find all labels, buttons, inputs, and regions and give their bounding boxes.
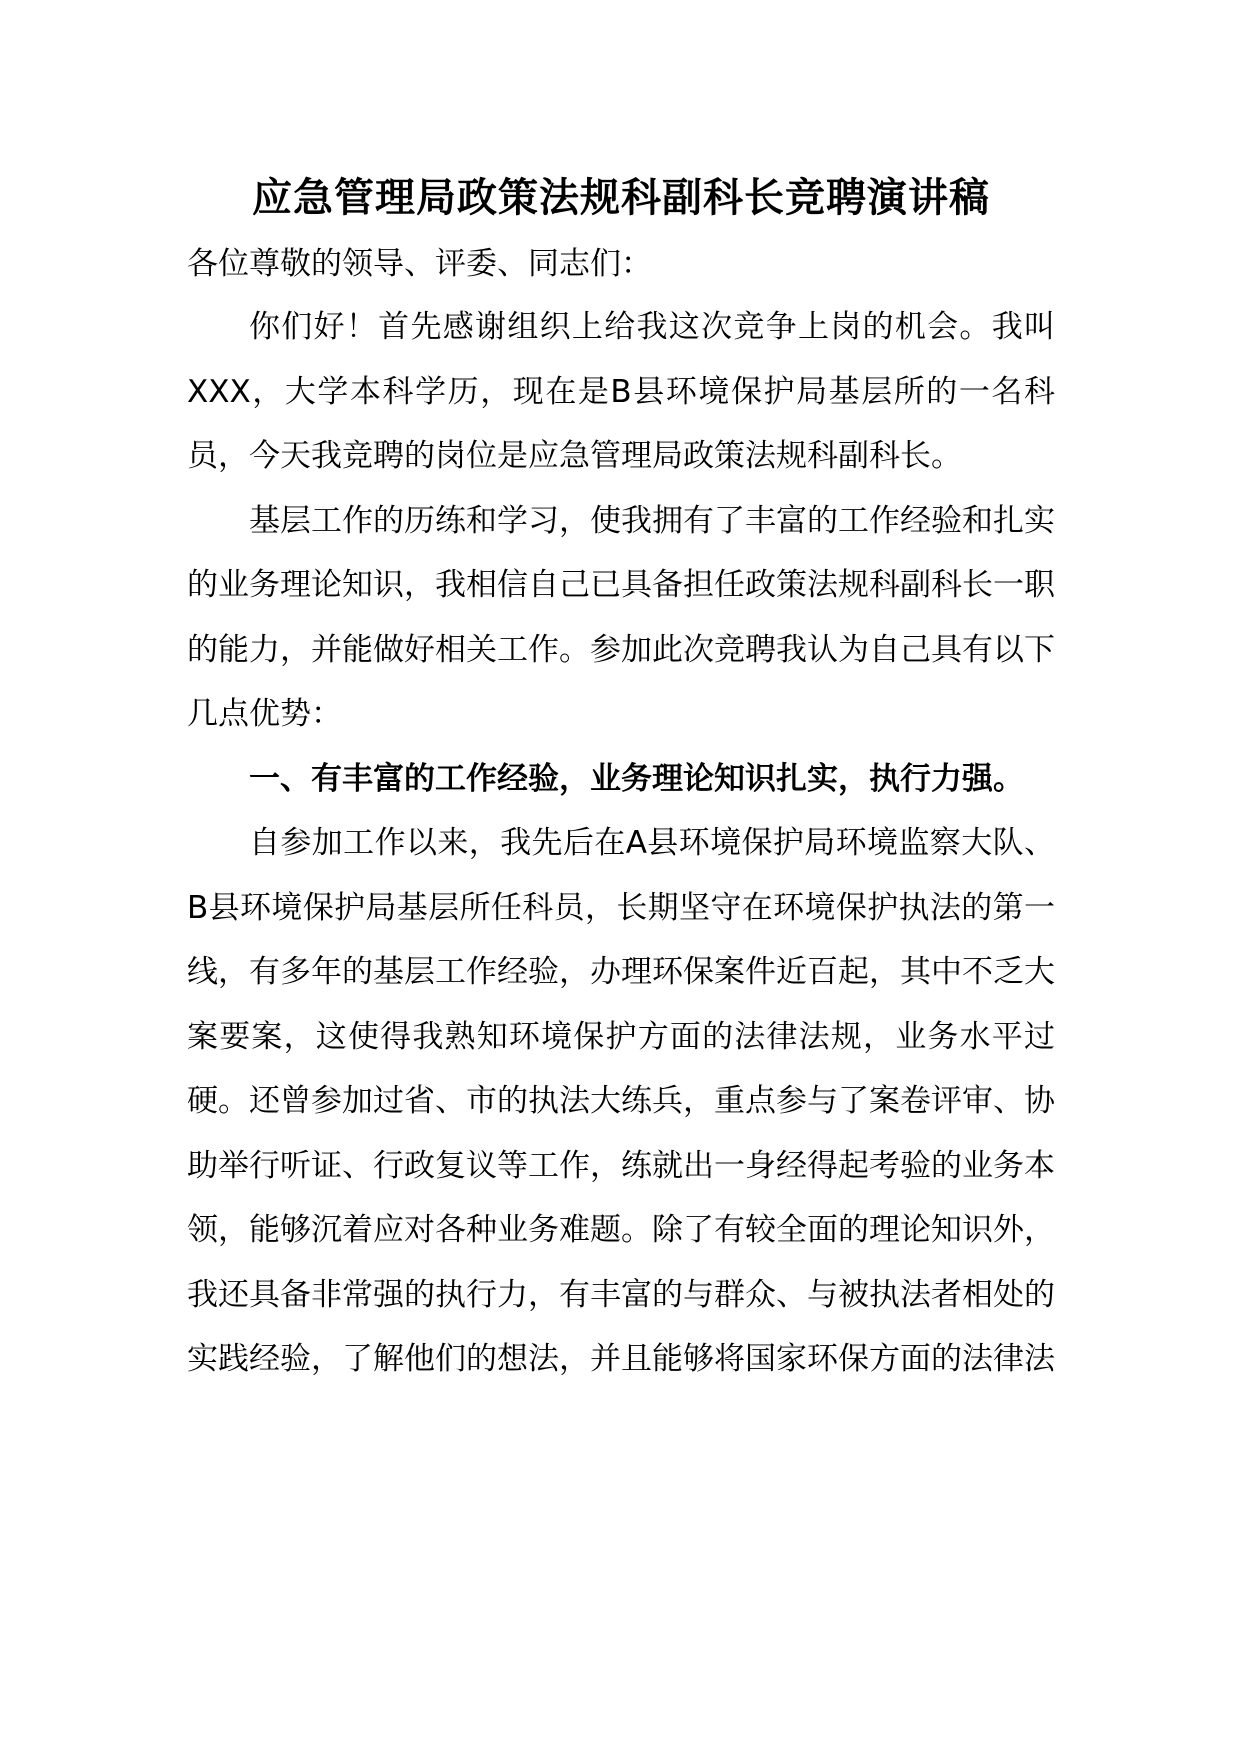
paragraph-experience: 自参加工作以来，我先后在A县环境保护局环境监察大队、B县环境保护局基层所任科员，长期坚守在环境保护执法的第一线，有多年的基层工作经验，办理环保案件近百起，其中不乏大案要案，这使得我熟知环境保护方面的法律法规，业务水平过硬。还曾参加过省、市的执法大练兵，重点参与了案卷评审、协助举行听证、行政复议等工作，练就出一身经得起考验的业务本领，能够沉着应对各种业务难题。除了有较全面的理论知识外，我还具备非常强的执行力，有丰富的与群众、与被执法者相处的实践经验，了解他们的想法，并且能够将国家环保方面的法律法 (187, 825, 1055, 1377)
document-title: 应急管理局政策法规科副科长竞聘演讲稿 (252, 175, 990, 221)
paragraph-qualification: 基层工作的历练和学习，使我拥有了丰富的工作经验和扎实的业务理论知识，我相信自己已具备担任政策法规科副科长一职的能力，并能做好相关工作。参加此次竞聘我认为自己具有以下几点优势： (187, 502, 1055, 732)
salutation: 各位尊敬的领导、评委、同志们： (187, 246, 652, 282)
paragraph-greeting: 你们好！首先感谢组织上给我这次竞争上岗的机会。我叫XXX，大学本科学历，现在是B县环境保护局基层所的一名科员，今天我竞聘的岗位是应急管理局政策法规科副科长。 (187, 309, 1055, 474)
document-body (187, 163, 1055, 1392)
section-heading-1: 一、有丰富的工作经验，业务理论知识扎实，执行力强。 (249, 760, 1024, 797)
